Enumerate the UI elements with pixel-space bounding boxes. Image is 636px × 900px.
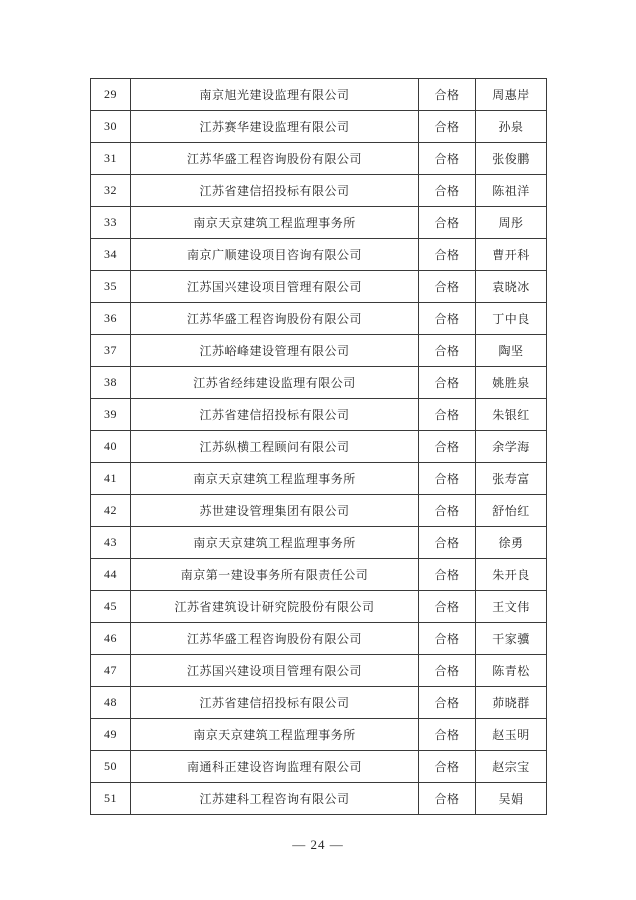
row-number-cell: 44 <box>91 559 131 591</box>
result-cell: 合格 <box>419 463 476 495</box>
row-number-cell: 30 <box>91 111 131 143</box>
row-number-cell: 49 <box>91 719 131 751</box>
row-number-cell: 29 <box>91 79 131 111</box>
table-row <box>91 591 547 623</box>
row-number-cell: 43 <box>91 527 131 559</box>
table-row <box>91 431 547 463</box>
row-number-cell: 48 <box>91 687 131 719</box>
company-cell: 江苏省建信招投标有限公司 <box>131 399 419 431</box>
result-cell: 合格 <box>419 751 476 783</box>
company-cell: 南京天京建筑工程监理事务所 <box>131 207 419 239</box>
page-number: — 24 — <box>292 837 344 852</box>
name-cell: 赵宗宝 <box>476 751 547 783</box>
result-cell: 合格 <box>419 655 476 687</box>
table-row <box>91 623 547 655</box>
name-cell: 曹开科 <box>476 239 547 271</box>
name-cell: 朱银红 <box>476 399 547 431</box>
company-cell: 江苏华盛工程咨询股份有限公司 <box>131 623 419 655</box>
table-row <box>91 399 547 431</box>
name-cell: 孙泉 <box>476 111 547 143</box>
company-cell: 江苏省建筑设计研究院股份有限公司 <box>131 591 419 623</box>
table-row <box>91 303 547 335</box>
name-cell: 张俊鹏 <box>476 143 547 175</box>
result-cell: 合格 <box>419 175 476 207</box>
table-row <box>91 335 547 367</box>
company-cell: 江苏省建信招投标有限公司 <box>131 175 419 207</box>
result-cell: 合格 <box>419 719 476 751</box>
company-cell: 江苏华盛工程咨询股份有限公司 <box>131 303 419 335</box>
name-cell: 吴娟 <box>476 783 547 815</box>
row-number-cell: 34 <box>91 239 131 271</box>
result-cell: 合格 <box>419 783 476 815</box>
result-cell: 合格 <box>419 591 476 623</box>
company-cell: 南京天京建筑工程监理事务所 <box>131 463 419 495</box>
result-cell: 合格 <box>419 559 476 591</box>
company-cell: 南京广顺建设项目咨询有限公司 <box>131 239 419 271</box>
name-cell: 丁中良 <box>476 303 547 335</box>
company-cell: 江苏国兴建设项目管理有限公司 <box>131 271 419 303</box>
company-cell: 江苏省经纬建设监理有限公司 <box>131 367 419 399</box>
table-row <box>91 79 547 111</box>
table-row <box>91 655 547 687</box>
result-cell: 合格 <box>419 495 476 527</box>
name-cell: 陈青松 <box>476 655 547 687</box>
table-row <box>91 271 547 303</box>
table-row <box>91 111 547 143</box>
table-row <box>91 559 547 591</box>
table-row <box>91 143 547 175</box>
company-cell: 苏世建设管理集团有限公司 <box>131 495 419 527</box>
company-cell: 南京旭光建设监理有限公司 <box>131 79 419 111</box>
result-cell: 合格 <box>419 527 476 559</box>
row-number-cell: 42 <box>91 495 131 527</box>
name-cell: 周惠岸 <box>476 79 547 111</box>
result-cell: 合格 <box>419 79 476 111</box>
table-body <box>91 79 547 815</box>
row-number-cell: 37 <box>91 335 131 367</box>
result-cell: 合格 <box>419 367 476 399</box>
company-cell: 江苏国兴建设项目管理有限公司 <box>131 655 419 687</box>
company-cell: 南京天京建筑工程监理事务所 <box>131 719 419 751</box>
company-cell: 江苏省建信招投标有限公司 <box>131 687 419 719</box>
company-cell: 南京第一建设事务所有限责任公司 <box>131 559 419 591</box>
result-cell: 合格 <box>419 303 476 335</box>
qualification-table <box>90 78 547 815</box>
name-cell: 徐勇 <box>476 527 547 559</box>
company-cell: 江苏赛华建设监理有限公司 <box>131 111 419 143</box>
table-row <box>91 719 547 751</box>
name-cell: 余学海 <box>476 431 547 463</box>
result-cell: 合格 <box>419 431 476 463</box>
result-cell: 合格 <box>419 207 476 239</box>
result-cell: 合格 <box>419 143 476 175</box>
result-cell: 合格 <box>419 271 476 303</box>
company-cell: 江苏建科工程咨询有限公司 <box>131 783 419 815</box>
row-number-cell: 38 <box>91 367 131 399</box>
name-cell: 赵玉明 <box>476 719 547 751</box>
name-cell: 张寿富 <box>476 463 547 495</box>
table-row <box>91 207 547 239</box>
row-number-cell: 39 <box>91 399 131 431</box>
name-cell: 陶坚 <box>476 335 547 367</box>
name-cell: 周彤 <box>476 207 547 239</box>
row-number-cell: 41 <box>91 463 131 495</box>
table-row <box>91 463 547 495</box>
row-number-cell: 47 <box>91 655 131 687</box>
table-row <box>91 783 547 815</box>
company-cell: 江苏华盛工程咨询股份有限公司 <box>131 143 419 175</box>
row-number-cell: 45 <box>91 591 131 623</box>
row-number-cell: 32 <box>91 175 131 207</box>
company-cell: 江苏纵横工程顾问有限公司 <box>131 431 419 463</box>
row-number-cell: 31 <box>91 143 131 175</box>
name-cell: 茆晓群 <box>476 687 547 719</box>
company-cell: 南京天京建筑工程监理事务所 <box>131 527 419 559</box>
table-row <box>91 751 547 783</box>
company-cell: 江苏峪峰建设管理有限公司 <box>131 335 419 367</box>
row-number-cell: 33 <box>91 207 131 239</box>
row-number-cell: 51 <box>91 783 131 815</box>
company-cell: 南通科正建设咨询监理有限公司 <box>131 751 419 783</box>
row-number-cell: 50 <box>91 751 131 783</box>
result-cell: 合格 <box>419 335 476 367</box>
row-number-cell: 40 <box>91 431 131 463</box>
name-cell: 陈祖洋 <box>476 175 547 207</box>
result-cell: 合格 <box>419 239 476 271</box>
name-cell: 朱开良 <box>476 559 547 591</box>
result-cell: 合格 <box>419 623 476 655</box>
name-cell: 干家骥 <box>476 623 547 655</box>
row-number-cell: 35 <box>91 271 131 303</box>
name-cell: 姚胜泉 <box>476 367 547 399</box>
name-cell: 王文伟 <box>476 591 547 623</box>
table-row <box>91 367 547 399</box>
table-row <box>91 495 547 527</box>
result-cell: 合格 <box>419 687 476 719</box>
result-cell: 合格 <box>419 111 476 143</box>
name-cell: 袁晓冰 <box>476 271 547 303</box>
table-row <box>91 239 547 271</box>
row-number-cell: 46 <box>91 623 131 655</box>
table-row <box>91 687 547 719</box>
table-row <box>91 175 547 207</box>
table-row <box>91 527 547 559</box>
name-cell: 舒怡红 <box>476 495 547 527</box>
result-cell: 合格 <box>419 399 476 431</box>
row-number-cell: 36 <box>91 303 131 335</box>
